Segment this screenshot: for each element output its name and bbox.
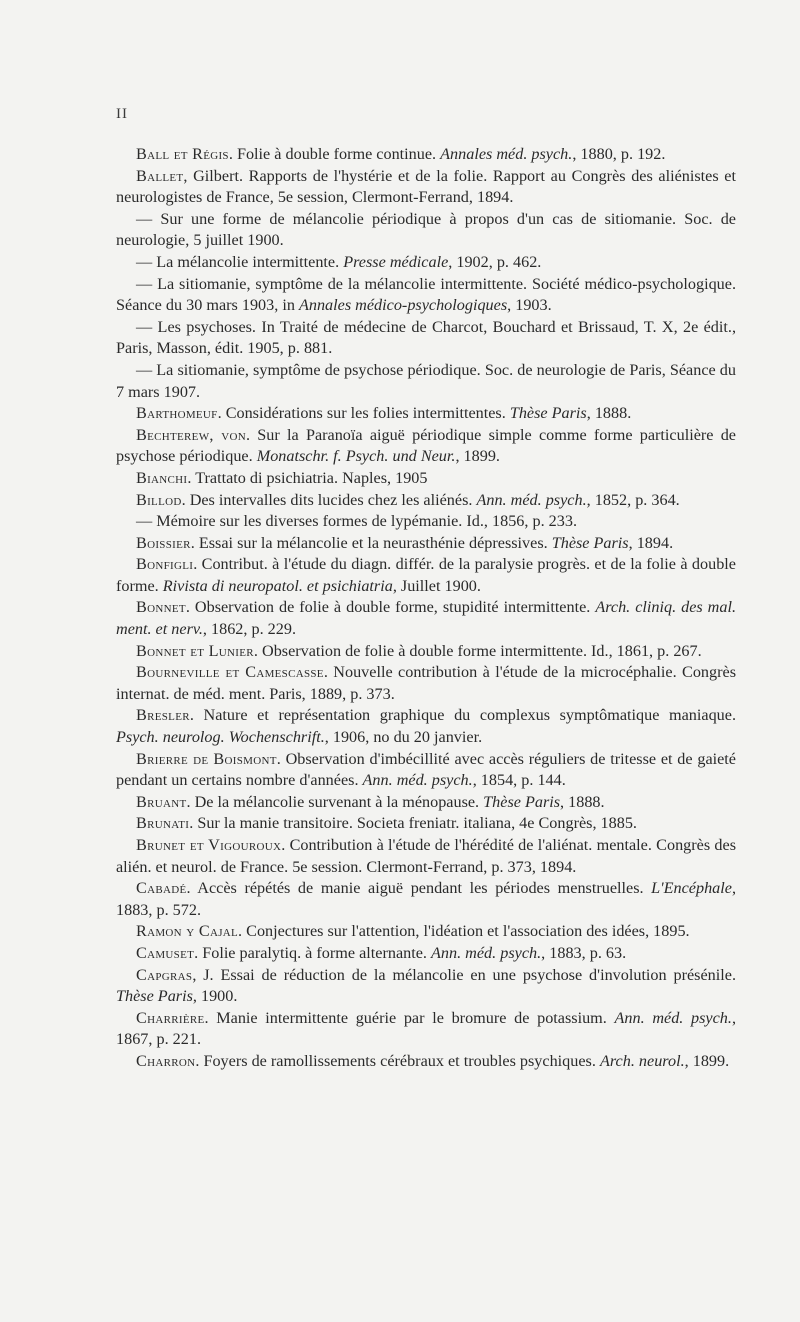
page-number: II bbox=[116, 106, 128, 122]
entry-tail: , 1888. bbox=[560, 792, 605, 811]
bibliography-entry bbox=[116, 468, 736, 490]
bibliography-entry bbox=[116, 921, 736, 943]
bibliography-entry bbox=[116, 511, 736, 533]
entry-author: Bonnet bbox=[136, 598, 186, 617]
entry-text: — Mémoire sur les diverses formes de lypémanie. Id., 1856, p. 233. bbox=[136, 512, 578, 531]
entry-author: Ball et Régis bbox=[136, 145, 229, 163]
entry-text: , J. Essai de réduction de la mélancolie en une psychose d'involution présénile. bbox=[192, 965, 736, 984]
entry-author: Billod bbox=[136, 490, 182, 509]
entry-author: Brunet et Vigouroux bbox=[136, 836, 282, 854]
bibliography-entry bbox=[116, 490, 736, 512]
entry-tail: , 1883, p. 572. bbox=[116, 879, 736, 919]
entry-text: . Observation de folie à double forme, stupidité intermittente. bbox=[185, 598, 596, 617]
entry-journal: Arch. neurol. bbox=[599, 1051, 685, 1070]
entry-tail: , 1880, p. 192. bbox=[572, 145, 666, 163]
entry-journal: Psych. neurolog. Wochenschrift. bbox=[116, 728, 325, 747]
entry-text: — Sur une forme de mélancolie périodique à propos d'un cas de sitiomanie. Soc. de neurologie, 5 juillet 1900. bbox=[116, 209, 736, 250]
entry-author: Capgras bbox=[136, 965, 193, 984]
entry-author: Boissier bbox=[136, 533, 191, 552]
entry-tail: , 1899. bbox=[684, 1051, 730, 1070]
entry-tail: , 1854, p. 144. bbox=[472, 771, 566, 790]
bibliography-entry bbox=[116, 835, 736, 878]
entry-text: . Nouvelle contribution à l'étude de la microcéphalie. Congrès internat. de méd. ment. Paris, 1889, p. 373. bbox=[116, 663, 736, 703]
bibliography-entry bbox=[116, 1008, 736, 1051]
entry-author: Bruant bbox=[136, 792, 187, 811]
entry-text: — La mélancolie intermittente. bbox=[136, 252, 344, 271]
entry-text: . Foyers de ramollissements cérébraux et troubles psychiques. bbox=[195, 1051, 600, 1070]
entry-tail: , 1899. bbox=[455, 447, 500, 466]
entry-author: Charron bbox=[136, 1051, 196, 1070]
bibliography-entry bbox=[116, 705, 736, 748]
entry-text: . Contribution à l'étude de l'hérédité de l'aliénat. mentale. Congrès des alién. et neurol. de France. 5e session. Clermont-Ferrand, p. 373, 1894. bbox=[116, 836, 736, 876]
bibliography-entry bbox=[116, 209, 736, 252]
entry-tail: , 1862, p. 229. bbox=[202, 620, 296, 639]
entry-journal: Ann. méd. psych. bbox=[431, 943, 542, 962]
bibliography-entry bbox=[116, 425, 736, 468]
entry-text: . Observation de folie à double forme intermittente. Id., 1861, p. 267. bbox=[253, 641, 702, 660]
entry-author: Charrière bbox=[136, 1008, 205, 1027]
entry-text: . Accès répétés de manie aiguë pendant les périodes menstruelles. bbox=[186, 879, 652, 898]
entry-tail: , 1903. bbox=[507, 296, 552, 315]
bibliography-entry bbox=[116, 1051, 736, 1073]
entry-text: . Observation d'imbécillité avec accès réguliers de tritesse et de gaieté pendant un certains nombre d'années. bbox=[116, 749, 736, 790]
bibliography-entry bbox=[116, 878, 736, 921]
entry-journal: Presse médicale bbox=[343, 252, 449, 271]
entry-journal: Rivista di neuropatol. et psichiatria bbox=[162, 576, 393, 595]
entry-author: Bresler bbox=[136, 706, 190, 725]
entry-journal: Monatschr. f. Psych. und Neur. bbox=[256, 447, 456, 466]
entry-author: Bechterew, von bbox=[136, 425, 246, 444]
entry-tail: , 1852, p. 364. bbox=[586, 490, 680, 509]
bibliography-entry bbox=[116, 554, 736, 597]
entry-tail: , 1900. bbox=[192, 987, 238, 1006]
entry-journal: Thèse Paris bbox=[483, 792, 561, 811]
entry-tail: , 1867, p. 221. bbox=[116, 1008, 736, 1049]
entry-journal: Ann. méd. psych. bbox=[476, 490, 587, 509]
entry-author: Brierre de Boismont bbox=[136, 749, 277, 768]
bibliography-entry bbox=[116, 166, 736, 209]
entry-journal: Annales médico-psychologiques bbox=[298, 296, 508, 315]
entry-author: Bonfigli bbox=[136, 555, 194, 574]
bibliography-entry bbox=[116, 317, 736, 360]
bibliography-entry bbox=[116, 533, 736, 555]
entry-author: Camuset bbox=[136, 943, 195, 962]
bibliography-entry bbox=[116, 252, 736, 274]
entry-tail: , 1894. bbox=[628, 533, 674, 552]
entry-journal: Thèse Paris bbox=[551, 533, 629, 552]
entry-author: Ballet bbox=[136, 166, 184, 185]
entry-tail: , 1902, p. 462. bbox=[448, 252, 542, 271]
entry-author: Brunati bbox=[136, 814, 190, 833]
entry-text: . Essai sur la mélancolie et la neurasthénie dépressives. bbox=[190, 533, 552, 552]
bibliography-entry bbox=[116, 662, 736, 705]
entry-tail: , 1888. bbox=[586, 404, 632, 423]
bibliography-entry bbox=[116, 274, 736, 317]
entry-journal: Arch. cliniq. des mal. ment. et nerv. bbox=[116, 598, 736, 639]
entry-author: Ramon y Cajal bbox=[136, 922, 239, 941]
bibliography-entry bbox=[116, 597, 736, 640]
bibliography-entry bbox=[116, 641, 736, 663]
entry-text: . Folie à double forme continue. bbox=[228, 145, 441, 163]
entry-text: . Des intervalles dits lucides chez les aliénés. bbox=[181, 490, 477, 509]
entry-text: . Folie paralytiq. à forme alternante. bbox=[194, 943, 432, 962]
bibliography-entry bbox=[116, 403, 736, 425]
bibliography-entry bbox=[116, 792, 736, 814]
entry-text: . Sur la Paranoïa aiguë périodique simple comme forme particulière de psychose périodique. bbox=[116, 425, 736, 466]
bibliography-entry bbox=[116, 943, 736, 965]
entry-author: Cabadé bbox=[136, 879, 187, 898]
entry-text: . Contribut. à l'étude du diagn. différ. de la paralysie progrès. et de la folie à double forme. bbox=[116, 555, 736, 595]
entry-tail: , 1906, no du 20 janvier. bbox=[324, 728, 483, 747]
entry-text: . Manie intermittente guérie par le bromure de potassium. bbox=[204, 1008, 615, 1027]
entry-author: Barthomeuf bbox=[136, 404, 218, 423]
entry-text: . Sur la manie transitoire. Societa freniatr. italiana, 4e Congrès, 1885. bbox=[189, 814, 637, 833]
entry-tail: , Juillet 1900. bbox=[392, 576, 481, 595]
entry-text: . Trattato di psichiatria. Naples, 1905 bbox=[187, 468, 428, 487]
entry-text: — Les psychoses. In Traité de médecine de Charcot, Bouchard et Brissaud, T. X, 2e édit., Paris, Masson, édit. 1905, p. 881. bbox=[116, 317, 736, 358]
entry-journal: Annales méd. psych. bbox=[440, 145, 573, 163]
bibliography-list bbox=[116, 144, 736, 1073]
entry-tail: , 1883, p. 63. bbox=[541, 943, 627, 962]
entry-text: . Considérations sur les folies intermittentes. bbox=[217, 404, 510, 423]
bibliography-entry bbox=[116, 965, 736, 1008]
entry-text: — La sitiomanie, symptôme de psychose périodique. Soc. de neurologie de Paris, Séance du 7 mars 1907. bbox=[116, 360, 736, 401]
entry-text: . De la mélancolie survenant à la ménopause. bbox=[186, 792, 484, 811]
entry-journal: L'Encéphale bbox=[651, 879, 732, 898]
entry-journal: Thèse Paris bbox=[116, 987, 193, 1006]
bibliography-entry bbox=[116, 144, 736, 166]
entry-journal: Thèse Paris bbox=[509, 404, 587, 423]
entry-text: . Nature et représentation graphique du complexus symptômatique maniaque. bbox=[189, 706, 736, 725]
entry-text: . Conjectures sur l'attention, l'idéation et l'association des idées, 1895. bbox=[238, 922, 690, 941]
entry-author: Bonnet et Lunier bbox=[136, 641, 254, 660]
entry-journal: Ann. méd. psych. bbox=[614, 1008, 732, 1027]
entry-author: Bianchi bbox=[136, 468, 188, 487]
bibliography-entry bbox=[116, 813, 736, 835]
bibliography-entry bbox=[116, 360, 736, 403]
bibliography-entry bbox=[116, 749, 736, 792]
entry-text: , Gilbert. Rapports de l'hystérie et de la folie. Rapport au Congrès des aliénistes et neurologistes de France, 5e session, Clermont-Ferrand, 1894. bbox=[116, 166, 736, 207]
entry-author: Bourneville et Camescasse bbox=[136, 663, 324, 682]
entry-journal: Ann. méd. psych. bbox=[362, 771, 473, 790]
entry-text: — La sitiomanie, symptôme de la mélancolie intermittente. Société médico-psychologique. Séance du 30 mars 1903, in bbox=[116, 274, 736, 315]
